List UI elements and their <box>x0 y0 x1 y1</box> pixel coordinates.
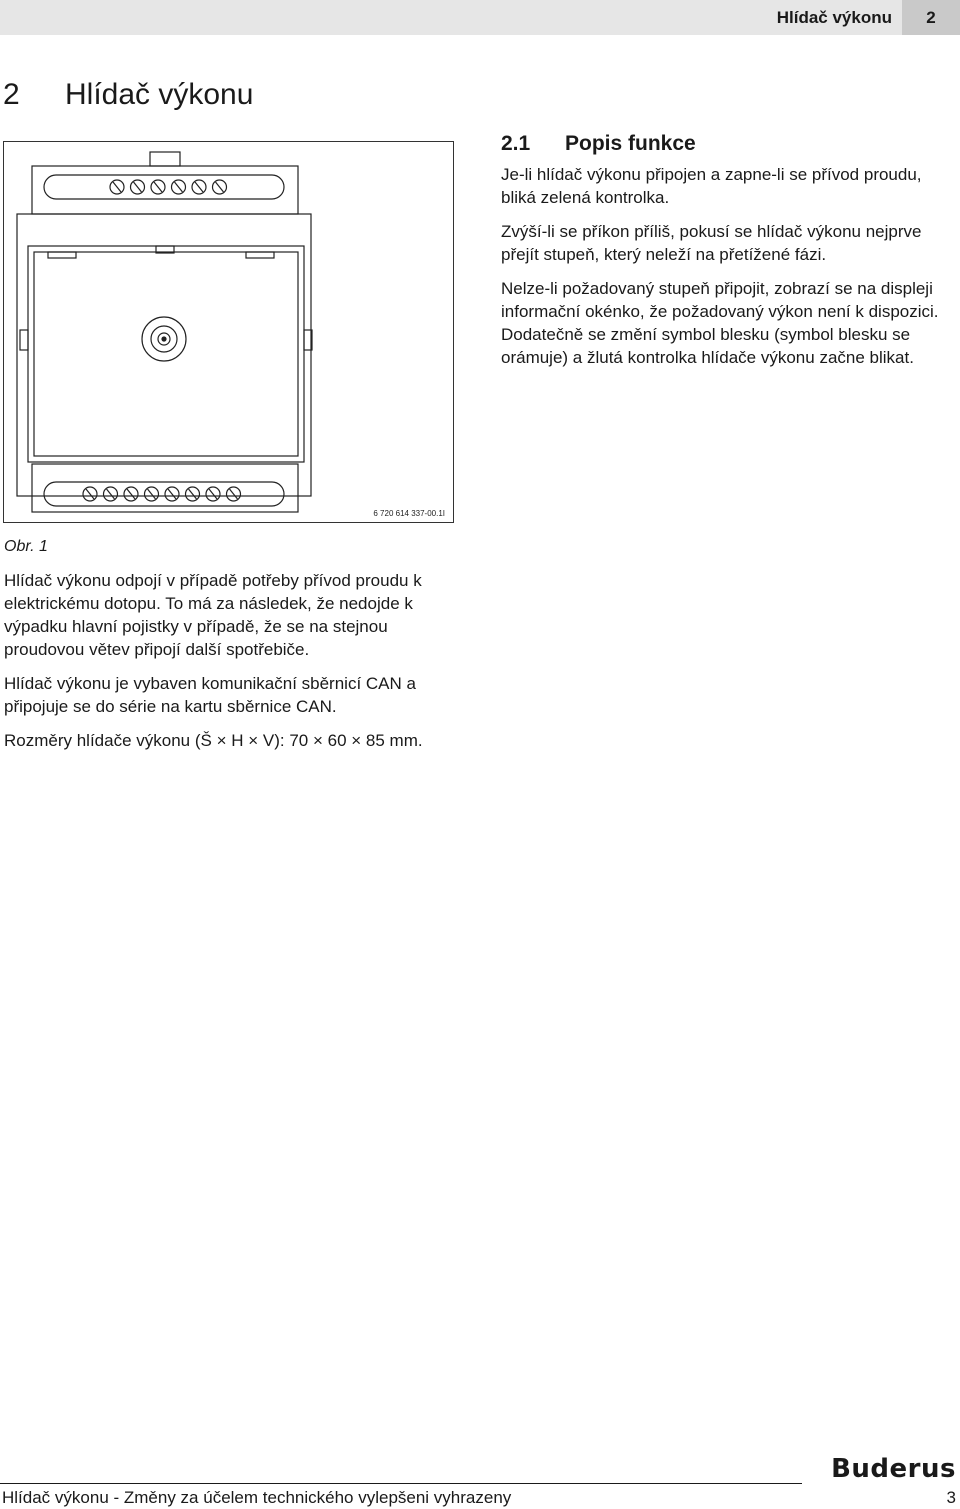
terminal-screw-slot <box>195 182 203 192</box>
terminal-screw-slot <box>134 182 142 192</box>
left-column-text <box>4 569 460 763</box>
header-chapter-number: 2 <box>902 0 960 35</box>
terminal-screw-slot <box>86 489 94 499</box>
terminal-screw-slot <box>127 489 135 499</box>
terminal-screw-slot <box>216 182 224 192</box>
terminal-screw-slot <box>209 489 217 499</box>
terminal-screw-slot <box>113 182 121 192</box>
device-figure <box>3 141 454 523</box>
terminal-screw-slot <box>189 489 197 499</box>
paragraph: Hlídač výkonu odpojí v případě potřeby přívod proudu k elektrickému dotopu. To má za následek, že nedojde k výpadku hlavní pojistky v případě, že se na stejnou proudovou větev připojí další spotřebiče. <box>4 571 422 659</box>
chapter-title <box>3 78 253 112</box>
terminal-screw-slot <box>230 489 238 499</box>
figure-code: 6 720 614 337-00.1I <box>373 509 445 518</box>
terminal-screw-slot <box>107 489 115 499</box>
chapter-title-text: Hlídač výkonu <box>65 78 254 111</box>
paragraph: Zvýší-li se příkon příliš, pokusí se hlídač výkonu nejprve přejít stupeň, který neleží na přetížené fázi. <box>501 222 922 264</box>
paragraph: Nelze-li požadovaný stupeň připojit, zobrazí se na displeji informační okénko, že požadovaný výkon není k dispozici. Dodatečně se změní symbol blesku (symbol blesku se orámuje) a žlutá kontrolka hlídače výkonu začne blikat. <box>501 279 939 367</box>
paragraph: Rozměry hlídače výkonu (Š × H × V): 70 × 60 × 85 mm. <box>4 731 423 750</box>
section-title <box>501 132 696 156</box>
figure-caption: Obr. 1 <box>4 538 48 555</box>
buderus-logo: Buderus <box>831 1454 956 1484</box>
chapter-number: 2 <box>3 78 20 111</box>
terminal-screw-slot <box>168 489 176 499</box>
footer-divider <box>0 1483 802 1484</box>
terminal-screw-slot <box>148 489 156 499</box>
terminal-screw-slot <box>175 182 183 192</box>
section-number: 2.1 <box>501 132 531 155</box>
page-number: 3 <box>946 1488 956 1507</box>
terminal-screw-slot <box>154 182 162 192</box>
section-title-text: Popis funkce <box>565 132 696 155</box>
header-bar <box>0 0 960 35</box>
header-title: Hlídač výkonu <box>776 8 892 27</box>
footer-text: Hlídač výkonu - Změny za účelem technického vylepšeni vyhrazeny <box>2 1488 512 1507</box>
right-column-text <box>501 163 959 380</box>
power-monitor-drawing <box>4 142 455 524</box>
paragraph: Je-li hlídač výkonu připojen a zapne-li se přívod proudu, bliká zelená kontrolka. <box>501 165 922 207</box>
paragraph: Hlídač výkonu je vybaven komunikační sběrnicí CAN a připojuje se do série na kartu sběrnice CAN. <box>4 674 416 716</box>
